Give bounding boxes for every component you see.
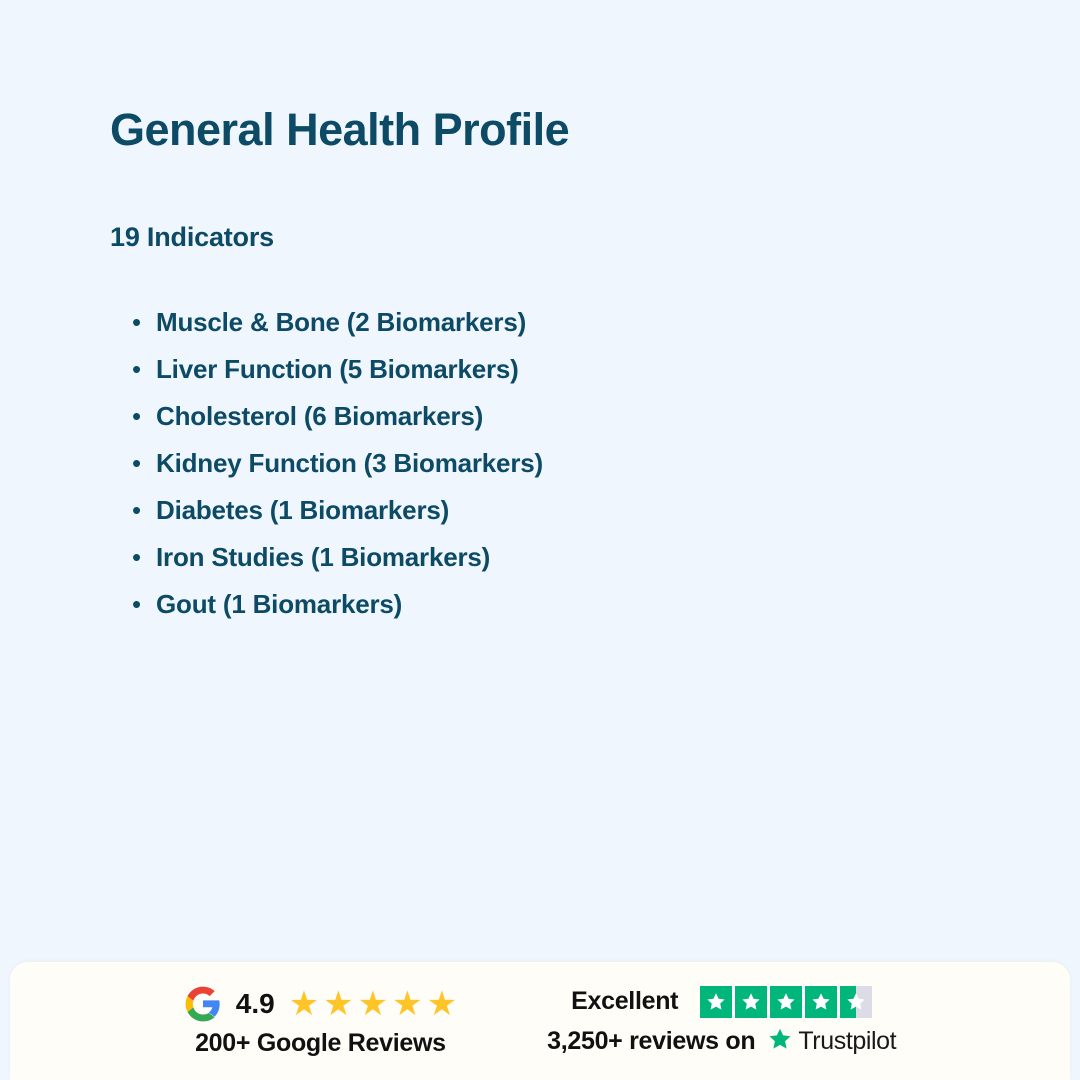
- google-star-rating: [288, 984, 458, 1023]
- bullet-icon: •: [132, 495, 142, 526]
- indicator-label: Liver Function (5 Biomarkers): [156, 353, 519, 384]
- trustpilot-star-icon: [735, 986, 767, 1018]
- google-score: 4.9: [235, 987, 275, 1019]
- star-icon: ★: [392, 984, 423, 1023]
- bullet-icon: •: [132, 589, 142, 620]
- indicator-label: Kidney Function (3 Biomarkers): [156, 448, 543, 479]
- trustpilot-brand-name: Trustpilot: [798, 1026, 897, 1055]
- indicator-label: Iron Studies (1 Biomarkers): [156, 542, 491, 573]
- star-icon: ★: [288, 984, 320, 1023]
- indicator-label: Muscle & Bone (2 Biomarkers): [156, 306, 527, 337]
- bullet-icon: •: [132, 400, 142, 431]
- google-reviews-block: [184, 985, 457, 1058]
- page-title: General Health Profile: [110, 104, 570, 155]
- trustpilot-star-rating: [700, 986, 872, 1018]
- trustpilot-rating-row: [571, 986, 872, 1018]
- trustpilot-star-logo-icon: [767, 1026, 793, 1057]
- star-icon: ★: [426, 984, 458, 1023]
- list-item: [110, 587, 1020, 622]
- card-content: [110, 104, 1020, 634]
- list-item: [110, 305, 1020, 340]
- list-item: [110, 446, 1020, 481]
- bullet-icon: •: [132, 448, 142, 479]
- bullet-icon: •: [132, 353, 142, 384]
- trustpilot-reviews-block: [547, 986, 896, 1057]
- bullet-icon: •: [132, 306, 142, 337]
- trustpilot-reviews-caption: 3,250+ reviews on: [547, 1026, 756, 1055]
- reviews-bar: [10, 962, 1070, 1080]
- list-item: [110, 493, 1020, 528]
- trustpilot-star-icon: [700, 986, 732, 1018]
- google-logo-icon: [184, 985, 222, 1023]
- star-icon: ★: [357, 984, 389, 1023]
- trustpilot-star-icon: [770, 986, 802, 1018]
- indicator-list: [110, 305, 1020, 623]
- google-reviews-caption: 200+ Google Reviews: [195, 1028, 446, 1057]
- trustpilot-logo: [767, 1026, 896, 1057]
- google-rating-row: [184, 985, 457, 1023]
- trustpilot-star-icon: [805, 986, 837, 1018]
- star-icon: ★: [323, 984, 354, 1023]
- list-item: [110, 352, 1020, 387]
- bullet-icon: •: [132, 542, 142, 573]
- indicator-count-label: 19 Indicators: [110, 221, 274, 252]
- list-item: [110, 540, 1020, 575]
- trustpilot-rating-label: Excellent: [571, 987, 679, 1015]
- indicator-label: Gout (1 Biomarkers): [156, 589, 403, 620]
- list-item: [110, 399, 1020, 434]
- indicator-label: Diabetes (1 Biomarkers): [156, 495, 450, 526]
- trustpilot-star-icon-partial: [840, 986, 872, 1018]
- indicator-label: Cholesterol (6 Biomarkers): [156, 400, 484, 431]
- trustpilot-caption-row: [547, 1026, 896, 1057]
